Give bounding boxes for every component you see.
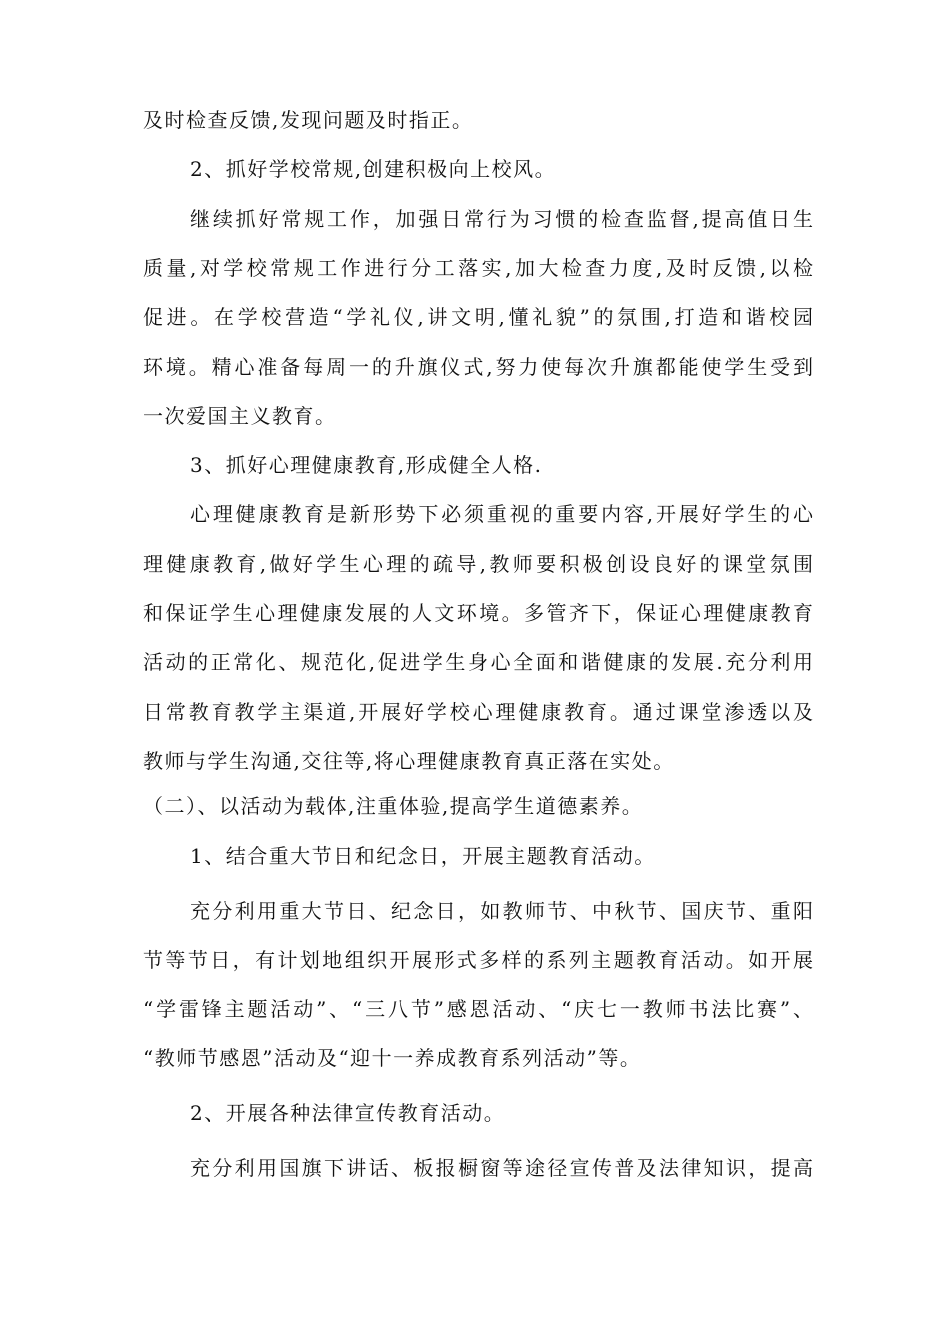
subheading-2b: 2、开展各种法律宣传教育活动。 <box>190 1101 506 1125</box>
subheading-2: 2、抓好学校常规,创建积极向上校风。 <box>190 157 557 181</box>
text-line: 和保证学生心理健康发展的人文环境。多管齐下，保证心理健康教育 <box>143 601 813 625</box>
text-line: 一次爱国主义教育。 <box>143 404 337 428</box>
text-line: 质量,对学校常规工作进行分工落实,加大检查力度,及时反馈,以检 <box>143 256 813 280</box>
text-line: 教师与学生沟通,交往等,将心理健康教育真正落在实处。 <box>143 749 675 773</box>
subheading-1: 1、结合重大节日和纪念日，开展主题教育活动。 <box>190 844 656 868</box>
text-line: 理健康教育,做好学生心理的疏导,教师要积极创设良好的课堂氛围 <box>143 552 813 576</box>
text-line: 充分利用国旗下讲话、板报橱窗等途径宣传普及法律知识，提高 <box>190 1156 813 1180</box>
text-line: “教师节感恩”活动及“迎十一养成教育系列活动”等。 <box>143 1046 642 1070</box>
text-line: 日常教育教学主渠道,开展好学校心理健康教育。通过课堂渗透以及 <box>143 700 813 724</box>
text-line: 环境。精心准备每周一的升旗仪式,努力使每次升旗都能使学生受到 <box>143 355 813 379</box>
text-line: “学雷锋主题活动”、“三八节”感恩活动、“庆七一教师书法比赛”、 <box>143 997 813 1021</box>
text-line: 继续抓好常规工作，加强日常行为习惯的检查监督,提高值日生 <box>190 207 813 231</box>
section-heading: （二）、以活动为载体,注重体验,提高学生道德素养。 <box>143 794 644 818</box>
text-line: 充分利用重大节日、纪念日，如教师节、中秋节、国庆节、重阳 <box>190 899 813 923</box>
subheading-3: 3、抓好心理健康教育,形成健全人格. <box>190 453 543 477</box>
text-line: 及时检查反馈,发现问题及时指正。 <box>143 108 474 132</box>
text-line: 促进。在学校营造“学礼仪,讲文明,懂礼貌”的氛围,打造和谐校园 <box>143 305 813 329</box>
text-line: 活动的正常化、规范化,促进学生身心全面和谐健康的发展.充分利用 <box>143 650 813 674</box>
text-line: 节等节日，有计划地组织开展形式多样的系列主题教育活动。如开展 <box>143 948 813 972</box>
text-line: 心理健康教育是新形势下必须重视的重要内容,开展好学生的心 <box>190 502 813 526</box>
